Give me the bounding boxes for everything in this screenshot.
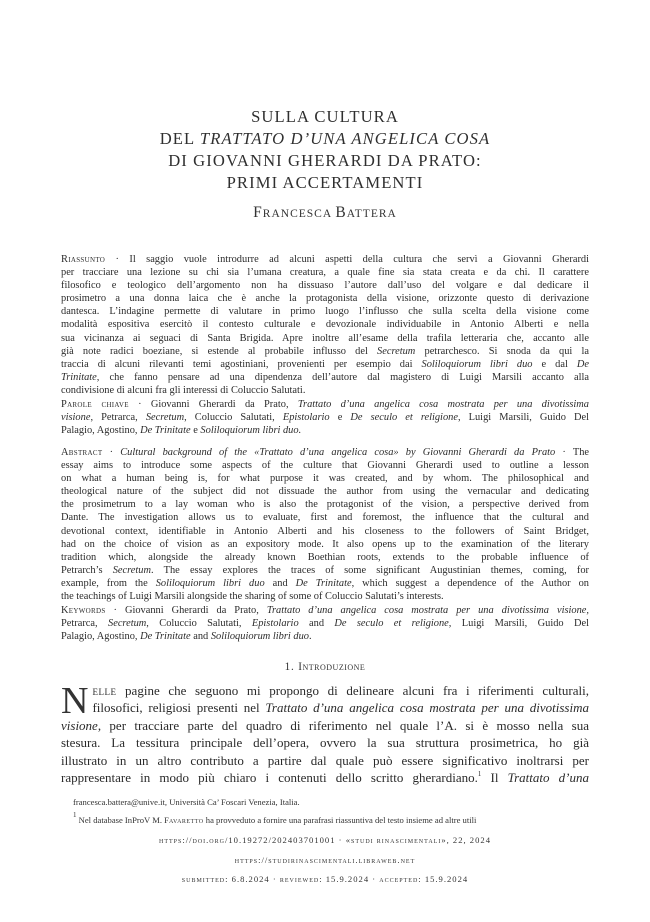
title-line-2-pre: DEL [159,129,200,148]
body-line [61,682,589,699]
body-text [61,682,589,786]
riassunto-italic: Soliloquiorum libri duo [421,358,533,370]
keywords-text: and [298,618,335,630]
author-name [60,204,590,222]
doi-line[interactable]: https://doi.org/10.19272/202403701001 · «studi rinascimentali», 22, 2024 [158,835,491,845]
parole-text: · Giovanni Gherardi da Prato, [128,399,298,410]
parole-text: e [190,425,201,437]
abstract-line: the teachings of Luigi Marsili alongside the sharing of some of Coluccio Salutati’s interests. [61,591,444,603]
body-line [61,769,589,786]
section-number: 1. [284,661,295,673]
abstract-line [61,446,589,459]
parole-line [61,398,589,411]
riassunto-block [61,253,589,397]
keywords-text: and [190,631,211,643]
section-title: Introduzione [298,661,366,673]
abstract-line: devotional context, identifiable in Antonio Alberti and his closeness to the followers of Saint Bridget, [61,525,589,537]
body-line: illustrato in un altro contributo a partire dal quale può essere significativo inoltrarsi per [61,752,589,768]
keywords-italic: Epistolario [251,618,299,630]
abstract-line: the prosimetrum to a lay woman who is also the protagonist of the vision, a perspective derived from [61,499,589,511]
footnote-text: ha provveduto a fornire una parafrasi riassuntiva del testo insieme ad altre utili [203,815,477,825]
body-text-run: Il [481,770,508,786]
body-italic: visione [61,717,98,733]
parole-label: Parole chiave [61,399,129,410]
parole-italic: De seculo et religione [350,412,458,424]
abstract-text: , which suggest a dependence of the Author on [351,577,589,589]
abstract-line [61,577,589,590]
parole-italic: Secretum [145,412,185,424]
riassunto-italic: Trinitate, [61,371,100,383]
keywords-text: Palagio, Agostino, [61,631,141,643]
body-text-run: rappresentare in modo più chiaro i contenuti dello scritto gherardiano. [61,770,478,786]
keywords-line [61,617,589,630]
riassunto-text: traccia di alcuni rilevanti temi agostiniani, provenienti per esempio dai [61,358,422,370]
riassunto-line [61,253,589,266]
footnote-text: Nel database InProV M. [76,815,165,825]
abstract-text: example, from the [61,577,156,589]
author-last-rest: ATTERA [346,208,397,220]
parole-line [61,411,589,424]
title-line-1: SULLA CULTURA [251,107,399,126]
footnotes [73,796,589,826]
footnote-1 [73,811,589,826]
parole-italic: Epistolario [282,412,330,424]
body-line [61,717,589,734]
abstract-line: on what a human being is, for what purpose it was created, and by whom. The philosophical and [61,473,589,485]
body-text-run: filosofici, religiosi presenti nel [92,700,266,716]
riassunto-text: che fanno pensare ad una dipendenza dell’autore dal magistero di Luigi Marsili accanto alla [99,371,589,383]
footnote-name-initial: F [164,815,169,825]
riassunto-text: petrarchesco. Si snoda da qui la [415,345,589,357]
keywords-block [61,604,589,643]
author-first-initial: F [253,204,263,221]
keywords-text: Petrarca, [61,618,109,630]
parole-italic: visione [61,412,91,424]
body-smallcaps: elle [92,683,117,698]
parole-italic: Soliloquiorum libri duo. [200,425,302,437]
abstract-line [61,564,589,577]
abstract-italic: De Trinitate [295,577,352,589]
riassunto-line [61,371,589,384]
footnote-ref[interactable]: 1 [477,770,482,779]
riassunto-line: dantesca. L’indagine permette di valutare in primo luogo l’influsso che sulla scelta della visione come [61,306,589,318]
keywords-label: Keywords [61,605,106,616]
keywords-text: . [308,631,312,643]
abstract-line: essay aims to introduce some aspects of the culture that Giovanni Gherardi used to outline a lesson [61,460,589,472]
drop-cap: N [61,680,89,722]
title-line-2 [60,128,590,150]
riassunto-italic: De [576,358,589,370]
riassunto-line: condivisione di alcuni fra gli interessi di Coluccio Salutati. [61,384,306,396]
abstract-text: Petrarch’s [61,564,113,576]
abstract-line: theological nature of the subject did not dissuade the author from using the vernacular and dedicating [61,486,589,498]
riassunto-text: già note radici boeziane, si estende al probabile influsso del [61,345,378,357]
keywords-text: · Giovanni Gherardi da Prato, [105,605,267,616]
abstract-line: tradition which, alongside the already known Boethian roots, extends to the probable influence of [61,551,589,563]
parole-text: , Coluccio Salutati, [184,412,283,424]
section-heading [0,661,650,673]
abstract-text: · The [555,447,590,458]
abstract-italic: Soliloquiorum libri duo [155,577,265,589]
body-italic: Trattato d’una angelica cosa mostrata per una divotissima [265,700,589,716]
riassunto-line [61,345,589,358]
author-contact: francesca.battera@unive.it, Università Ca’ Foscari Venezia, Italia. [73,797,300,807]
keywords-text: , Coluccio Salutati, [146,618,252,630]
riassunto-line: sua vicinanza ai seguaci di Santa Brigida. Apre inoltre all’esame della trafila letteraria che, accanto alle [61,332,589,344]
abstract-line: Dante. The investigation allows us to evaluate, first and foremost, the influence that the cultural and [61,512,589,524]
abstract-text: · [102,447,121,458]
abstract-block [61,446,589,603]
keywords-line [61,630,589,643]
keywords-italic: Trattato d’una angelica cosa mostrata per una divotissima visione, [266,605,589,616]
riassunto-line [61,358,589,371]
riassunto-line: prosimetro a una donna laica che è anche la protagonista della visione, orizzonte questo di derivazione [61,293,589,305]
riassunto-line: per tracciare una lezione su chi sia l’umana creatura, a quale fine sia stata creata e da chi. Il carattere [61,267,589,279]
riassunto-italic: Secretum [377,345,416,357]
parole-italic: De Trinitate [140,425,191,437]
abstract-text: and [264,577,296,589]
parole-text: e [329,412,351,424]
article-title [60,106,590,194]
title-line-2-italic: TRATTATO D’UNA ANGELICA COSA [199,129,491,148]
parole-text: , Luigi Marsili, Guido Del [457,412,589,424]
abstract-italic: Secretum [112,564,152,576]
body-line: stesura. La tessitura principale dell’opera, ovvero la sua struttura prosimetrica, ho già [61,735,589,751]
keywords-line [61,604,589,617]
title-line-3: DI GIOVANNI GHERARDI DA PRATO: [168,151,482,170]
abstract-text: . The essay explores the traces of some significant Augustinian themes, coming, for [151,564,589,576]
footnote-number: 1 [73,811,77,819]
parole-italic: Trattato d’una angelica cosa mostrata per una divotissima [297,399,590,410]
body-text-run: , per tracciare parte del quadro di riferimento nel quale l’A. si è mosso nella sua [97,717,589,733]
author-first-rest: RANCESCA [262,208,336,220]
body-text-run: pagine che seguono mi propongo di delineare alcuni fra i riferimenti culturali, [116,683,589,698]
body-italic: Trattato d’una [507,770,589,786]
riassunto-line: modalità espositiva esercitò il contesto culturale e devozionale individuabile in Antonio Alberti e nella [61,319,589,331]
riassunto-line: filosofico e teologico dell’argomento non ha dissuaso l’autore dall’uso del volgare e dal dedicare il [61,280,589,292]
parole-text: , Petrarca, [90,412,146,424]
riassunto-label: Riassunto [61,254,106,265]
abstract-label: Abstract [61,447,103,458]
keywords-text: Luigi Marsili, Guido Del [451,618,590,630]
journal-url[interactable]: https://studirinascimentali.libraweb.net [234,855,416,865]
footnote-name-rest: avaretto [168,815,204,825]
keywords-italic: Secretum [108,618,147,630]
keywords-italic: De Trinitate [140,631,191,643]
abstract-line: had on the choice of vision as an expository mode. It also opens up to the examination of the literary [61,538,589,550]
parole-line [61,424,589,437]
riassunto-text: e dal [532,358,577,370]
parole-chiave-block [61,398,589,437]
body-line [61,699,589,716]
title-line-4: PRIMI ACCERTAMENTI [226,173,424,192]
parole-text: Palagio, Agostino, [61,425,141,437]
keywords-italic: De seculo et religione, [334,618,452,630]
submission-dates: submitted: 6.8.2024 · reviewed: 15.9.2024 · accepted: 15.9.2024 [181,874,469,884]
riassunto-text: · Il saggio vuole introdurre ad alcuni aspetti della cultura che servì a Giovanni Gherardi [105,254,589,265]
author-last-initial: B [335,204,347,221]
keywords-italic: Soliloquiorum libri duo [210,631,309,643]
abstract-italic: Cultural background of the «Trattato d’una angelica cosa» by Giovanni Gherardi da Prato [120,447,556,458]
